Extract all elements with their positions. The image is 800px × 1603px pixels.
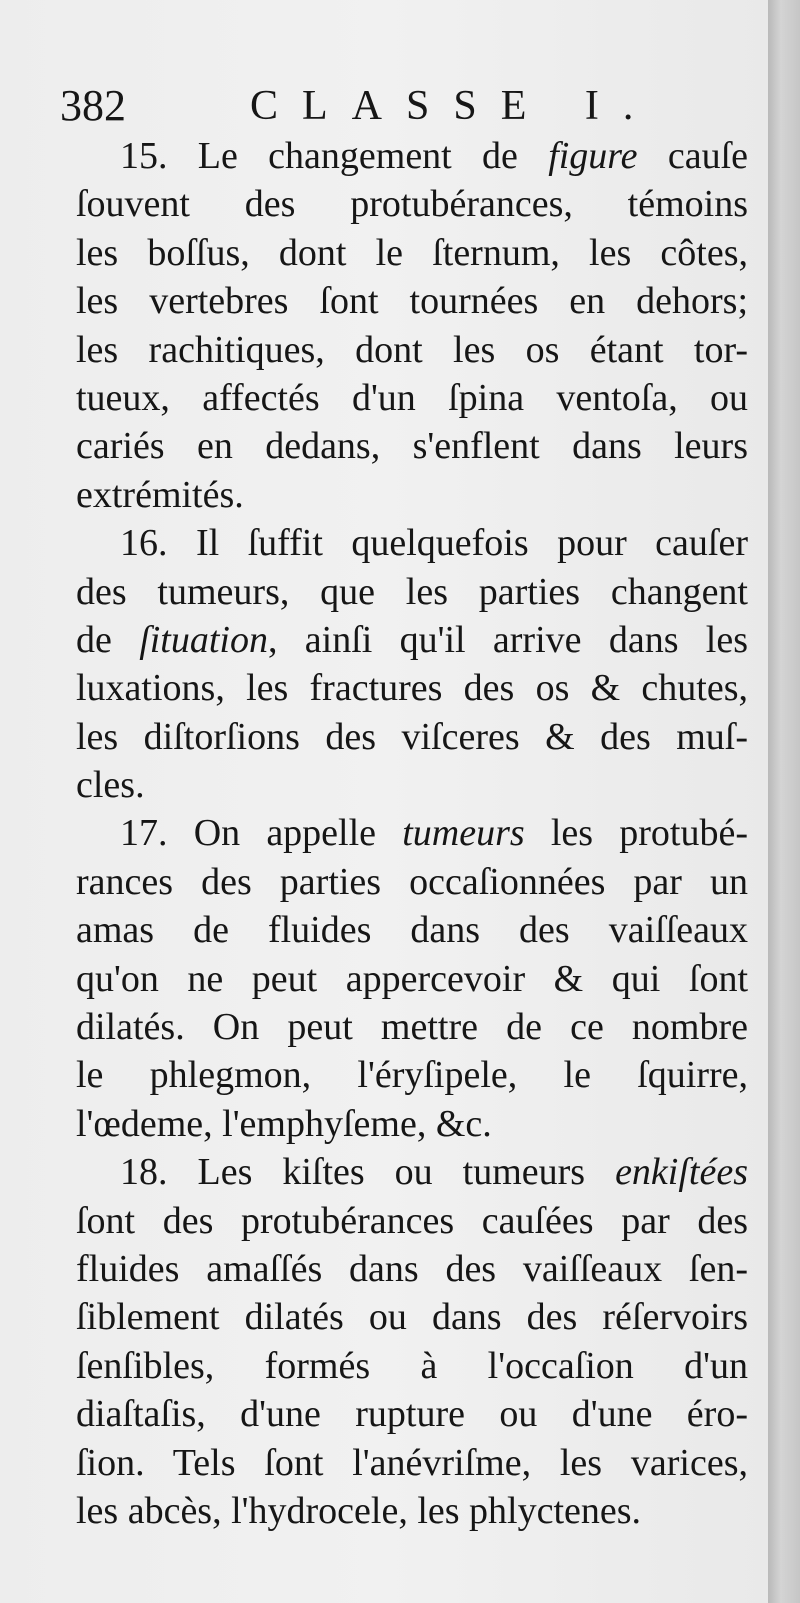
line-text: les boſſus, dont le ſternum, les côtes, (76, 231, 748, 274)
text-line (76, 1100, 748, 1148)
text-line (76, 1197, 748, 1245)
line-text: ſouvent des protubérances, témoins (76, 183, 748, 226)
line-text: qu'on ne peut appercevoir & qui ſont (76, 957, 748, 1000)
line-text: 15. Le changement de (120, 135, 549, 177)
text-line (76, 180, 748, 228)
italic-term: enkiſtées (615, 1151, 748, 1194)
line-text: 16. Il ſuffit quelquefois pour cauſer (120, 522, 748, 565)
page-edge (768, 0, 800, 1603)
italic-term: ſituation (139, 618, 268, 661)
line-text: les rachitiques, dont les os étant tor- (76, 328, 748, 371)
text-line (76, 519, 748, 567)
italic-term: tumeurs (402, 812, 525, 855)
text-line (76, 422, 748, 470)
line-text: les abcès, l'hydrocele, les phlyctenes. (76, 1489, 642, 1532)
text-line (76, 1487, 748, 1535)
body-text (76, 132, 748, 1535)
text-line (76, 761, 748, 809)
text-line (76, 616, 748, 664)
line-text: extrémités. (76, 473, 244, 516)
line-text: les vertebres ſont tournées en dehors; (76, 280, 748, 323)
text-line (76, 277, 748, 325)
text-line (76, 471, 748, 519)
text-line (76, 906, 748, 954)
text-line (76, 326, 748, 374)
line-text: des tumeurs, que les parties changent (76, 570, 748, 613)
line-text-after: cauſe (637, 135, 748, 177)
line-text: fluides amaſſés dans des vaiſſeaux ſen- (76, 1247, 748, 1290)
text-line (76, 1439, 748, 1487)
text-line (76, 1148, 748, 1196)
line-text-after: , ainſi qu'il arrive dans les (267, 618, 748, 661)
line-text: rances des parties occaſionnées par un (76, 860, 748, 903)
line-text: cles. (76, 764, 145, 807)
line-text: l'œdeme, l'emphyſeme, &c. (76, 1102, 492, 1145)
line-text-after: les protubé- (524, 812, 748, 855)
line-text: de (76, 618, 140, 661)
line-text: tueux, affectés d'un ſpina ventoſa, ou (76, 376, 748, 419)
text-line (76, 809, 748, 857)
line-text: les diſtorſions des viſceres & des muſ- (76, 715, 748, 758)
text-line (76, 1293, 748, 1341)
line-text: dilatés. On peut mettre de ce nombre (76, 1006, 748, 1049)
line-text: diaſtaſis, d'une rupture ou d'une éro- (76, 1393, 748, 1436)
text-line (76, 1390, 748, 1438)
line-text: ſont des protubérances cauſées par des (76, 1199, 748, 1242)
text-line (76, 858, 748, 906)
page-header (60, 78, 760, 134)
text-line (76, 955, 748, 1003)
text-line (76, 568, 748, 616)
line-text: le phlegmon, l'éryſipele, le ſquirre, (76, 1054, 748, 1097)
text-line (76, 132, 748, 180)
text-line (76, 1245, 748, 1293)
line-text: amas de fluides dans des vaiſſeaux (76, 909, 748, 952)
line-text: ſenſibles, formés à l'occaſion d'un (76, 1344, 748, 1387)
line-text: 18. Les kiſtes ou tumeurs (120, 1151, 616, 1194)
text-line (76, 1342, 748, 1390)
text-line (76, 1051, 748, 1099)
line-text: ſiblement dilatés ou dans des réſervoirs (76, 1296, 748, 1339)
text-line (76, 229, 748, 277)
page-number: 382 (60, 81, 126, 130)
italic-term: figure (548, 135, 638, 177)
line-text: ſion. Tels ſont l'anévriſme, les varices, (76, 1441, 748, 1484)
text-line (76, 1003, 748, 1051)
running-head: CLASSE I. (250, 83, 658, 129)
line-text: cariés en dedans, s'enflent dans leurs (76, 425, 748, 468)
line-text: luxations, les fractures des os & chutes, (76, 667, 748, 710)
text-line (76, 664, 748, 712)
text-line (76, 374, 748, 422)
text-line (76, 713, 748, 761)
line-text: 17. On appelle (120, 812, 403, 855)
